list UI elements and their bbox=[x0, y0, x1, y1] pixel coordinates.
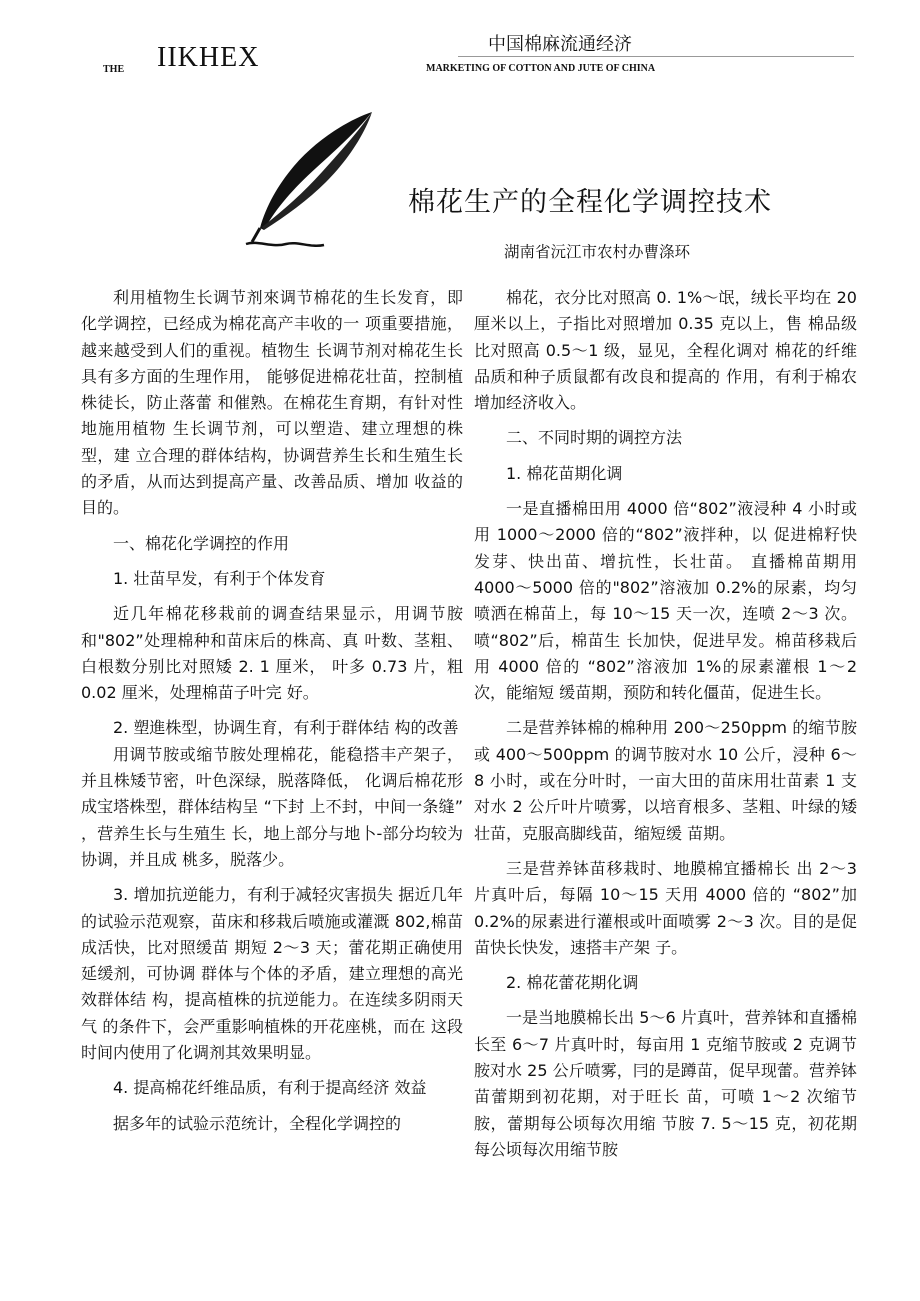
paragraph: 一是直播棉田用 4000 倍“802”液浸种 4 小时或用 1000〜2000 倍的“802”液拌种，以 促进棉籽快发芽、快出苗、增抗性，长壮苗。 直播棉苗期用 4000〜5000 倍的"802”溶液加 0.2%的尿素，均匀喷洒在棉苗上，每 10〜15 天一次，连喷 2〜3 次。喷“802”后，棉苗生 长加快，促进早发。棉苗移栽后用 4000 倍的 “802”溶液加 1%的尿素灌根 1〜2 次，能缩短 缓苗期，预防和转化僵苗，促进生长。 bbox=[474, 499, 857, 703]
paragraph: 3. 增加抗逆能力，有利于减轻灾害损失 据近几年的试验示范观察，苗床和移栽后喷施或灌溉 802,棉苗成活快，比对照缓苗 期短 2〜3 天；蕾花期正确使用延缓剂，可协调 群体与个体的矛盾，建立理想的高光效群体结 构，提高植株的抗逆能力。在连续多阴雨天气 的条件下，会严重影响植株的开花座桃，而在 这段时间内使用了化调剂其效果明显。 bbox=[81, 885, 463, 1063]
right-column bbox=[474, 285, 857, 1163]
paragraph: 用调节胺或缩节胺处理棉花，能稳搭丰产架子，并且株矮节密，叶色深绿，脱落降低， 化调后棉花形成宝塔株型，群体结构呈 “下封 上不封，中间一条缝” ，营养生长与生殖生 长，地上部分与地卜-部分均较为协调，并且成 桃多，脱落少。 bbox=[81, 744, 463, 869]
paragraph: 棉花，衣分比对照高 0. 1%〜氓，绒长平均在 20 厘米以上，子指比对照增加 0.35 克以上，售 棉品级比对照高 0.5〜1 级，显见，全程化调对 棉花的纤维品质和种子质鼠都有改良和提高的 作用，有利于棉农增加经济收入。 bbox=[474, 288, 857, 413]
paragraph: 二是营养钵棉的棉种用 200〜250ppm 的缩节胺或 400〜500ppm 的调节胺对水 10 公斤，浸种 6〜8 小时，或在分叶时，一亩大田的苗床用壮苗素 1 支对水 2 公斤叶片喷雾，以培育根多、茎粗、叶绿的矮壮苗，克服高脚线苗，缩短缓 苗期。 bbox=[474, 718, 857, 843]
paragraph: 据多年的试验示范统计，全程化学调控的 bbox=[113, 1113, 402, 1133]
journal-title-cn: 中国棉麻流通经济 bbox=[488, 34, 632, 55]
subsection-heading: 2. 塑進株型，协调生育，有利于群体结 构的改善 bbox=[113, 718, 459, 738]
section-heading: 一、棉花化学调控的作用 bbox=[113, 533, 290, 553]
journal-title-en: MARKETING OF COTTON AND JUTE OF CHINA bbox=[426, 63, 656, 74]
paragraph: 三是营养钵苗移栽时、地膜棉宜播棉长 出 2〜3 片真叶后，每隔 10〜15 天用 4000 倍的 “802”加 0.2%的尿素进行灌根或叶面喷雾 2〜3 次。目的是促苗快长快发，速搭丰产架 子。 bbox=[474, 858, 857, 957]
section-heading: 二、不同时期的调控方法 bbox=[506, 428, 683, 448]
paragraph: 近几年棉花移栽前的调查结果显示，用调节胺和"802”处理棉种和苗床后的株高、真 叶数、茎粗、白根数分别比对照矮 2. 1 厘米， 叶多 0.73 片，粗 0.02 厘米，处理棉苗子叶完 好。 bbox=[81, 604, 463, 703]
header-logo: IIKHEX bbox=[157, 42, 260, 73]
subsection-heading: 4. 提高棉花纤维品质，有利于提高经济 效益 bbox=[113, 1078, 427, 1098]
paragraph: 一是当地膜棉长出 5〜6 片真叶，营养钵和直播棉长至 6〜7 片真叶时，每亩用 1 克缩节胺或 2 克调节胺对水 25 公斤喷雾，冃的是蹲苗，促早现蕾。营养钵苗蕾期到初花期，对于旺长 苗，可喷 1〜2 次缩节胺，蕾期每公顷每次用缩 节胺 7. 5〜15 克，初花期每公顷每次用缩节胺 bbox=[474, 1008, 857, 1159]
left-column bbox=[81, 285, 463, 1137]
header-divider bbox=[458, 56, 854, 57]
paragraph: 利用植物生长调节剂來调节棉花的生长发育，即化学调控，已经成为棉花高产丰收的一 项重要措施，越来越受到人们的重视。植物生 长调节剂对棉花生长具有多方面的生理作用， 能够促进棉花壮苗，控制植株徒长，防止落蕾 和催熟。在棉花生育期，有针对性地施用植物 生长调节剂，可以塑造、建立理想的株型，建 立合理的群体结构，协调营养生长和生殖生长 的矛盾，从而达到提高产量、改善品质、增加 收益的目的。 bbox=[81, 288, 463, 518]
article-author: 湖南省沅江市农村办曹涤环 bbox=[504, 243, 691, 261]
article-title: 棉花生产的全程化学调控技术 bbox=[408, 187, 772, 218]
subsection-heading: 1. 棉花苗期化调 bbox=[506, 463, 623, 483]
subsection-heading: 2. 棉花蕾花期化调 bbox=[506, 973, 639, 993]
header-the: THE bbox=[103, 64, 125, 75]
quill-feather-icon bbox=[238, 110, 373, 255]
subsection-heading: 1. 壮苗早发，有利于个体发育 bbox=[113, 568, 326, 588]
